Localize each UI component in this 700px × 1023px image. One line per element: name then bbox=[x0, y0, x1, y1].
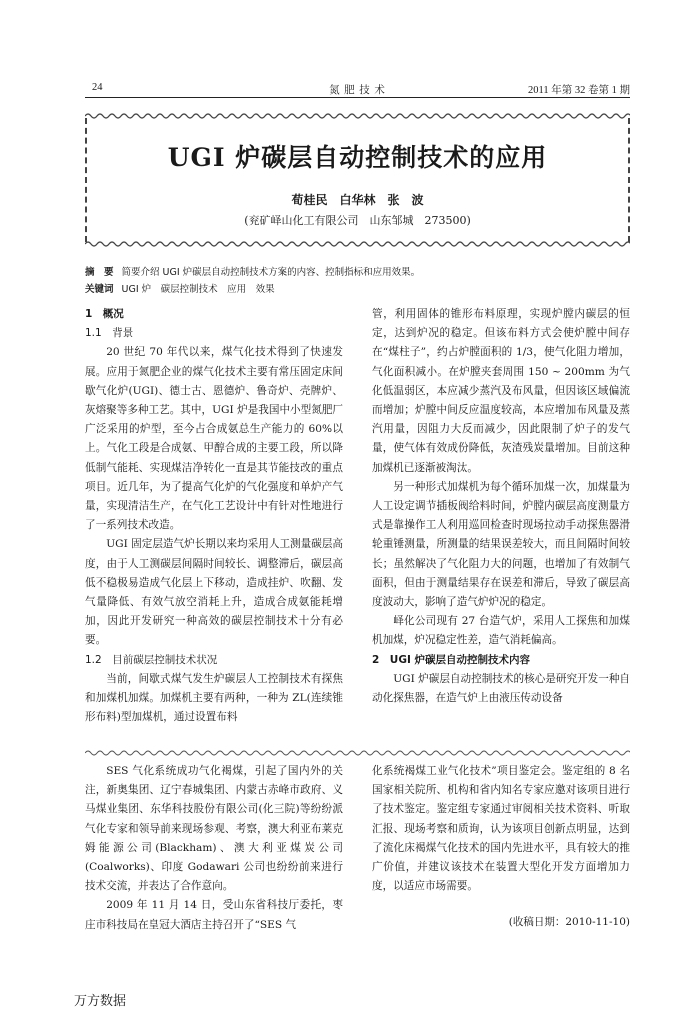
news-right-column bbox=[372, 762, 630, 896]
section-heading-1-2: 1.2 目前碳层控制技术状况 bbox=[85, 653, 218, 666]
section-heading-1: 1 概况 bbox=[85, 308, 124, 320]
paragraph: 当前，间歇式煤气发生炉碳层人工控制技术有探焦和加煤机加煤。加煤机主要有两种，一种为 ZL(连续锥形布料)型加煤机，通过设置布料 bbox=[85, 672, 343, 724]
paragraph: SES 气化系统成功气化褐煤，引起了国内外的关注，新奥集团、辽宁春城集团、内蒙古赤峰市政府、义马煤业集团、东华科技股份有限公司(化三院)等纷纷派气化专家和领导前来现场参观、考察，澳大利亚布莱克姆能源公司(Blackham)、澳大利亚煤炭公司(Coalworks)、印度 Godawari 公司也纷纷前来进行技术交流，并表达了合作意向。 bbox=[85, 765, 343, 893]
section-separator bbox=[85, 749, 630, 757]
keywords-label: 关键词 bbox=[85, 284, 114, 295]
section-heading-1-1: 1.1 背景 bbox=[85, 327, 134, 340]
paragraph: 管，利用固体的锥形布料原理，实现炉膛内碳层的恒定，达到炉况的稳定。但该布料方式会使炉膛中间存在“煤柱子”，约占炉膛面积的 1/3，使气化阻力增加，气化面积减小。在炉膛夹套周围 150 ~ 200mm 为气化低温弱区，本应减少蒸汽及布风量，但因该区域偏流而增加；炉膛中间反应温度较高，本应增加布风量及蒸汽用量，因阻力大反而减少，因此限制了炉子的发气量，使气体有效成份降低，灰渣残炭量增加。目前这种加煤机已逐渐被淘汰。 bbox=[372, 308, 630, 474]
abstract-label: 摘 要 bbox=[85, 267, 114, 278]
header-rule bbox=[85, 97, 630, 98]
paragraph: UGI 固定层造气炉长期以来均采用人工测量碳层高度，由于人工测碳层间隔时间较长、调整滞后，碳层高低不稳极易造成气化层上下移动，造成挂炉、吹翻、发气量降低、有效气放空消耗上升，造成合成氨能耗增加，因此开发研究一种高效的碳层控制技术十分有必要。 bbox=[85, 538, 344, 647]
body-left-column bbox=[85, 305, 343, 727]
body-right-column bbox=[372, 305, 630, 708]
journal-name: 氮 肥 技 术 bbox=[329, 85, 386, 96]
received-date: (收稿日期：2010-11-10) bbox=[508, 916, 630, 928]
paragraph: 2009 年 11 月 14 日，受山东省科技厅委托，枣庄市科技局在皇冠大酒店主持召开了“SES 气 bbox=[85, 899, 343, 931]
abstract-text: 简要介绍 UGI 炉碳层自动控制技术方案的内容、控制指标和应用效果。 bbox=[121, 267, 421, 278]
paragraph: 另一种形式加煤机为每个循环加煤一次，加煤量为人工设定调节插板阀给料时间，炉膛内碳层高度测量方式是靠操作工人利用巡回检查时现场拉动手动探焦器滑轮重锤测量，所测量的结果误差较大，而且间隔时间较长；虽然解决了气化阻力大的问题，也增加了有效制气面积，但由于测量结果存在误差和滞后，导致了碳层高度波动大，影响了造气炉炉况的稳定。 bbox=[372, 480, 630, 609]
issue-info: 2011 年第 32 卷第 1 期 bbox=[528, 85, 630, 96]
paragraph: 20 世纪 70 年代以来，煤气化技术得到了快速发展。应用于氮肥企业的煤气化技术主要有常压固定床间歇气化炉(UGI)、德士古、恩德炉、鲁奇炉、壳牌炉、灰熔聚等多种工艺。其中，UGI 炉是我国中小型氮肥厂广泛采用的炉型，至今占合成氨总生产能力的 60%以上。气化工段是合成氨、甲醇合成的主要工段，所以降低制气能耗、实现煤洁净转化一直是其节能技改的重点项目。近几年，为了提高气化炉的气化强度和单炉产气量，实现清洁生产，在气化工艺设计中有针对性地进行了一系列技术改造。 bbox=[85, 346, 344, 532]
watermark: 万方数据 bbox=[74, 994, 127, 1009]
article-authors: 荀桂民 白华林 张 波 bbox=[291, 193, 424, 207]
keywords bbox=[85, 281, 275, 295]
section-heading-2: 2 UGI 炉碳层自动控制技术内容 bbox=[372, 653, 531, 666]
news-left-column bbox=[85, 762, 343, 935]
article-affiliation: (兖矿峄山化工有限公司 山东邹城 273500) bbox=[244, 214, 471, 227]
article-title: UGI 炉碳层自动控制技术的应用 bbox=[167, 143, 548, 172]
paragraph: UGI 炉碳层自动控制技术的核心是研究开发一种自动化探焦器，在造气炉上由液压传动设备 bbox=[372, 672, 631, 705]
title-frame-bottom bbox=[85, 240, 630, 248]
page-number: 24 bbox=[92, 82, 103, 93]
abstract bbox=[85, 264, 420, 278]
paragraph: 峄化公司现有 27 台造气炉，采用人工探焦和加煤机加煤，炉况稳定性差，造气消耗偏高。 bbox=[372, 615, 630, 647]
paragraph: 化系统褐煤工业气化技术”项目鉴定会。鉴定组的 8 名国家相关院所、机构和省内知名专家应邀对该项目进行了技术鉴定。鉴定组专家通过审阅相关技术资料、听取汇报、现场考察和质询，认为该项目创新点明显，达到了流化床褐煤气化技术的国内先进水平，具有较大的推广价值，并建议该技术在装置大型化开发方面增加力度，以适应市场需要。 bbox=[372, 765, 630, 893]
keywords-text: UGI 炉 碳层控制技术 应用 效果 bbox=[121, 284, 275, 295]
